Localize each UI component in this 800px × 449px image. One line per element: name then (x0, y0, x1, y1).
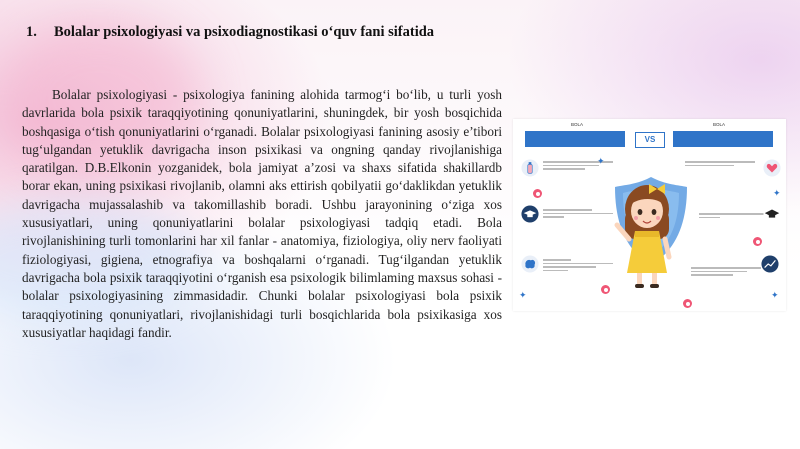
left-header-bar (525, 131, 625, 147)
sparkle-icon: ✦ (519, 291, 527, 301)
right-column-label: BOLA (713, 122, 726, 127)
left-text-block-3 (543, 257, 613, 273)
right-header-bar (673, 131, 773, 147)
decor-dot (683, 299, 692, 308)
brain-icon (521, 255, 539, 273)
right-text-block-3 (691, 265, 761, 278)
growth-chart-icon (761, 255, 779, 273)
baby-bottle-icon (521, 159, 539, 177)
decor-dot (601, 285, 610, 294)
section-title: Bolalar psixologiyasi va psixodiagnostikasi o‘quv fani sifatida (54, 24, 435, 40)
decor-dot (753, 237, 762, 246)
right-text-block-2 (699, 211, 769, 220)
left-text-block-2 (543, 207, 613, 220)
heart-hand-icon (763, 159, 781, 177)
sparkle-icon: ✦ (597, 157, 605, 167)
left-column-label: BOLA (571, 122, 584, 127)
child-comparison-infographic (513, 119, 786, 311)
sparkle-icon: ✦ (771, 291, 779, 301)
section-number: 1. (26, 24, 37, 40)
body-paragraph: Bolalar psixologiyasi - psixologiya fanining alohida tarmog‘i bo‘lib, u turli yosh davrlarida bola psixik taraqqiyotining qonuniyatlarini, shuningdek, bir yosh bosqichida boshqasiga o‘tish qonuniyatlarini o‘rganadi. Bolalar psixologiyasi fanining asosiy e’tibori tug‘ulgandan yetuklik davrigacha inson psixikasi va ongning qanday rivojlanishiga qaratilgan. D.B.Elkonin yozganidek, bola jamiyat a’zosi va shaxs sifatida shakillardb borar ekan, uning psixikasi rivojlanib, olamni aks ettirish qobilyatii go‘daklikdan yetuklik davrigacha mujassalashib va takomillashib boradi. Ushbu jarayonining o‘ziga xos xususiyatlari, uning qonuniyatlarini bolalar psixologiyasi tadqiq etadi. Bola rivojlanishining turli tomonlarini har xil fanlar - anatomiya, fiziologiya, oliy nerv faoliyati fiziologiyasi, gigiena, etnografiya va boshqalarni o‘rganadi. Tug‘ilgandan yetuklik davrigacha bola psixik taraqqiyotini o‘rganish esa psixologik bilimlaming maxsus sohasi - bolalar psixologiyasining zimmasidadir. Chunki bolalar psixologiyasi bola psixik taraqqiyotining qonuniyatlari, rivojlanishidagi turli bosqichlarida bola psixikasiga xos xususiyatlar haqidagi fandir. (22, 87, 502, 340)
sparkle-icon: ✦ (773, 189, 781, 199)
girl-illustration (613, 181, 681, 291)
decor-dot (533, 189, 542, 198)
vs-badge: VS (635, 132, 665, 148)
right-text-block-1 (685, 159, 755, 168)
section-heading (26, 24, 434, 41)
mortarboard-icon (763, 205, 781, 223)
graduation-cap-icon (521, 205, 539, 223)
